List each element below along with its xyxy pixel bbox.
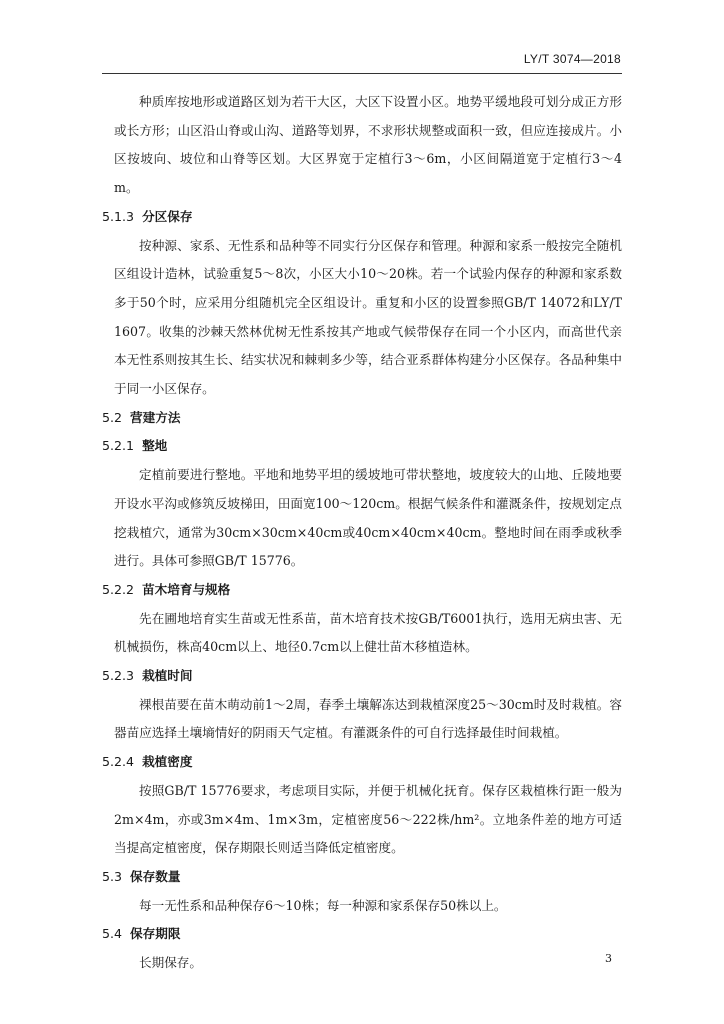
paragraph-5-2-2: 先在圃地培育实生苗或无性系苗，苗木培育技术按GB/T6001执行，选用无病虫害、无机械损伤，株高40cm以上、地径0.7cm以上健壮苗木移植造林。 xyxy=(114,610,622,655)
heading-5-2 xyxy=(102,404,622,433)
heading-number: 5.3 xyxy=(102,868,123,884)
heading-title: 栽植时间 xyxy=(142,668,193,684)
heading-5-2-3 xyxy=(102,662,622,691)
heading-number: 5.2.1 xyxy=(102,438,135,454)
heading-title: 保存期限 xyxy=(130,926,181,942)
heading-number: 5.2.3 xyxy=(102,668,135,684)
header-rule xyxy=(102,73,622,74)
heading-number: 5.4 xyxy=(102,926,123,942)
page-number: 3 xyxy=(605,952,612,965)
heading-number: 5.1.3 xyxy=(102,208,135,224)
document-code: LY/T 3074—2018 xyxy=(523,52,621,66)
heading-number: 5.2.2 xyxy=(102,581,135,597)
heading-title: 栽植密度 xyxy=(142,754,193,770)
paragraph-5-2-4: 按照GB/T 15776要求，考虑项目实际，并便于机械化抚育。保存区栽植株行距一般为2m×4m，亦或3m×4m、1m×3m，定植密度56～222株/hm²。立地条件差的地方可适当提高定植密度，保存期限长则适当降低定植密度。 xyxy=(114,782,622,856)
heading-title: 分区保存 xyxy=(142,208,193,224)
paragraph-intro: 种质库按地形或道路区划为若干大区，大区下设置小区。地势平缓地段可划分成正方形或长方形；山区沿山脊或山沟、道路等划界，不求形状规整或面积一致，但应连接成片。小区按坡向、坡位和山脊等区划。大区界宽于定植行3～6m，小区间隔道宽于定植行3～4m。 xyxy=(114,94,622,196)
document-body xyxy=(102,88,622,978)
heading-5-4 xyxy=(102,920,622,949)
heading-5-3 xyxy=(102,863,622,892)
heading-title: 整地 xyxy=(142,438,168,454)
heading-5-2-2 xyxy=(102,576,622,605)
heading-5-2-4 xyxy=(102,748,622,777)
paragraph-5-3: 每一无性系和品种保存6～10株；每一种源和家系保存50株以上。 xyxy=(139,897,507,913)
paragraph-5-2-3: 裸根苗要在苗木萌动前1～2周，春季土壤解冻达到栽植深度25～30cm时及时栽植。容器苗应选择土壤墒情好的阴雨天气定植。有灌溉条件的可自行选择最佳时间栽植。 xyxy=(114,696,622,741)
heading-title: 苗木培育与规格 xyxy=(142,581,231,597)
heading-number: 5.2.4 xyxy=(102,754,135,770)
heading-number: 5.2 xyxy=(102,409,123,425)
paragraph-5-4: 长期保存。 xyxy=(139,955,202,971)
paragraph-5-1-3: 按种源、家系、无性系和品种等不同实行分区保存和管理。种源和家系一般按完全随机区组设计造林，试验重复5～8次，小区大小10～20株。若一个试验内保存的种源和家系数多于50个时，应采用分组随机完全区组设计。重复和小区的设置参照GB/T 14072和LY/T 1607。收集的沙棘天然林优树无性系按其产地或气候带保存在同一个小区内，而高世代亲本无性系则按其生长、结实状况和棘刺多少等，结合亚系群体构建分小区保存。各品种集中于同一小区保存。 xyxy=(114,237,622,397)
heading-title: 营建方法 xyxy=(130,409,181,425)
heading-title: 保存数量 xyxy=(130,868,181,884)
heading-5-1-3 xyxy=(102,203,622,232)
heading-5-2-1 xyxy=(102,432,622,461)
paragraph-5-2-1: 定植前要进行整地。平地和地势平坦的缓坡地可带状整地，坡度较大的山地、丘陵地要开设水平沟或修筑反坡梯田，田面宽100～120cm。根据气候条件和灌溉条件，按规划定点挖栽植穴，通常为30cm×30cm×40cm或40cm×40cm×40cm。整地时间在雨季或秋季进行。具体可参照GB/T 15776。 xyxy=(114,467,622,569)
